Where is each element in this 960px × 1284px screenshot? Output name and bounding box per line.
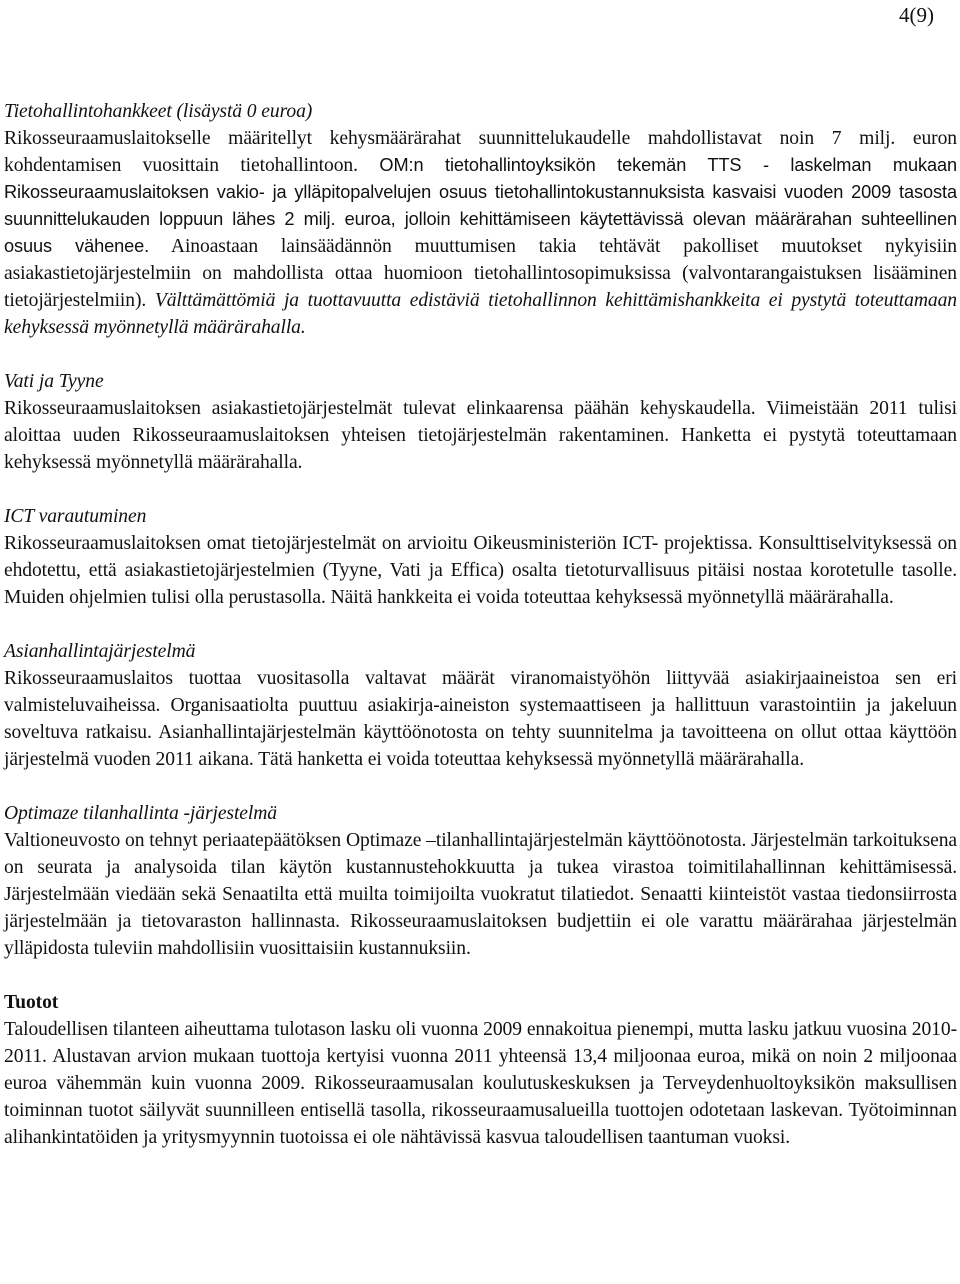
section-paragraph: Taloudellisen tilanteen aiheuttama tulotason lasku oli vuonna 2009 ennakoitua pienempi, mutta lasku jatkuu vuosina 2010-2011. Alustavan arvion mukaan tuottoja kertyisi vuonna 2011 yhteensä 13,4 miljoonaa euroa, mikä on noin 2 miljoonaa euroa vähemmän kuin vuonna 2009. Rikosseuraamusalan koulutuskeskuksen ja Terveydenhuoltoyksikön maksullisen toiminnan tuotot säilyvät suunnilleen entisellä tasolla, rikosseuraamusalueilla tuottojen odotetaan laskevan. Työtoiminnan alihankintatöiden ja yritysmyynnin tuotoissa ei ole nähtävissä kasvua taloudellisen taantuman vuoksi. (4, 1019, 957, 1148)
section-heading (4, 98, 957, 125)
paragraph-text-serif: Rikosseuraamuslaitokselle määritellyt kehysmäärärahat suunnittelukaudelle mahdollistavat noin 7 milj. euron kohdentamisen vuosittain tietohallintoon. (4, 128, 957, 176)
section-heading: Optimaze tilanhallinta -järjestelmä (4, 803, 277, 824)
section-ict-varautuminen (4, 503, 957, 611)
section-heading-title: Tietohallintohankkeet (4, 101, 172, 122)
section-paragraph: Valtioneuvosto on tehnyt periaatepäätöksen Optimaze –tilanhallintajärjestelmän käyttöönotosta. Järjestelmän tarkoituksena on seurata ja analysoida tilan käytön kustannustehokkuutta ja tukea virastoa toimitilahallinnan kehittämisessä. Järjestelmään viedään sekä Senaatilta että muilta toimijoilta vuokratut tilatiedot. Senaatti kiinteistöt vastaa tiedonsiirrosta järjestelmään ja tietovaraston hallinnasta. Rikosseuraamuslaitoksen budjettiin ei ole varattu määrärahaa järjestelmän ylläpidosta tuleviin mahdollisiin vuosittaisiin kustannuksiin. (4, 830, 957, 959)
section-heading: Asianhallintajärjestelmä (4, 641, 196, 662)
section-heading: Vati ja Tyyne (4, 371, 104, 392)
section-vati-ja-tyyne (4, 368, 957, 476)
page-number: 4(9) (899, 3, 934, 27)
section-heading: ICT varautuminen (4, 506, 147, 527)
document-body (4, 75, 957, 1178)
section-heading-note: (lisäystä 0 euroa) (171, 101, 313, 122)
section-paragraph: Rikosseuraamuslaitoksen omat tietojärjestelmät on arvioitu Oikeusministeriön ICT- projektissa. Konsulttiselvityksessä on ehdotettu, että asiakastietojärjestelmien (Tyyne, Vati ja Effica) osalta tietoturvallisuus pitäisi nostaa korotetulle tasolle. Muiden ohjelmien tulisi olla perustasolla. Näitä hankkeita ei voida toteuttaa kehyksessä myönnetyllä määrärahalla. (4, 533, 957, 608)
paragraph-text-serif-2: Ainoastaan lainsäädännön muuttumisen takia tehtävät pakolliset muutokset nykyisiin asiakastietojärjestelmiin on mahdollista ottaa huomioon tietohallintosopimuksissa (valvontarangaistuksen lisääminen tietojärjestelmiin). (4, 236, 957, 311)
section-asianhallintajarjestelma (4, 638, 957, 773)
section-heading: Tuotot (4, 992, 59, 1013)
section-tietohallintohankkeet (4, 98, 957, 341)
section-tuotot (4, 989, 957, 1151)
paragraph-text-sans: OM:n tietohallintoyksikön tekemän TTS - laskelman mukaan Rikosseuraamuslaitoksen vakio- ja ylläpitopalvelujen osuus tietohallintokustannuksista kasvaisi vuoden 2009 tasosta suunnittelukauden loppuun lähes 2 milj. euroa, jolloin kehittämiseen käytettävissä olevan määrärahan suhteellinen osuus vähenee. (4, 155, 957, 256)
section-paragraph: Rikosseuraamuslaitoksen asiakastietojärjestelmät tulevat elinkaarensa päähän kehyskaudella. Viimeistään 2011 tulisi aloittaa uuden Rikosseuraamuslaitoksen yhteisen tietojärjestelmän rakentaminen. Hanketta ei pystytä toteuttamaan kehyksessä myönnetyllä määrärahalla. (4, 398, 957, 473)
paragraph-text-italic: Välttämättömiä ja tuottavuutta edistäviä tietohallinnon kehittämishankkeita ei pystytä toteuttamaan kehyksessä myönnetyllä määrärahalla. (4, 290, 957, 338)
section-paragraph (4, 125, 957, 341)
section-optimaze (4, 800, 957, 962)
section-paragraph: Rikosseuraamuslaitos tuottaa vuositasolla valtavat määrät viranomaistyöhön liittyvää asiakirjaaineistoa sen eri valmisteluvaiheissa. Organisaatiolta puuttuu asiakirja-aineiston systemaattiseen ja hallittuun varastointiin ja jakeluun soveltuva ratkaisu. Asianhallintajärjestelmän käyttöönotosta on tehty suunnitelma ja tavoitteena on ollut ottaa käyttöön järjestelmä vuoden 2011 aikana. Tätä hanketta ei voida toteuttaa kehyksessä myönnetyllä määrärahalla. (4, 668, 957, 770)
